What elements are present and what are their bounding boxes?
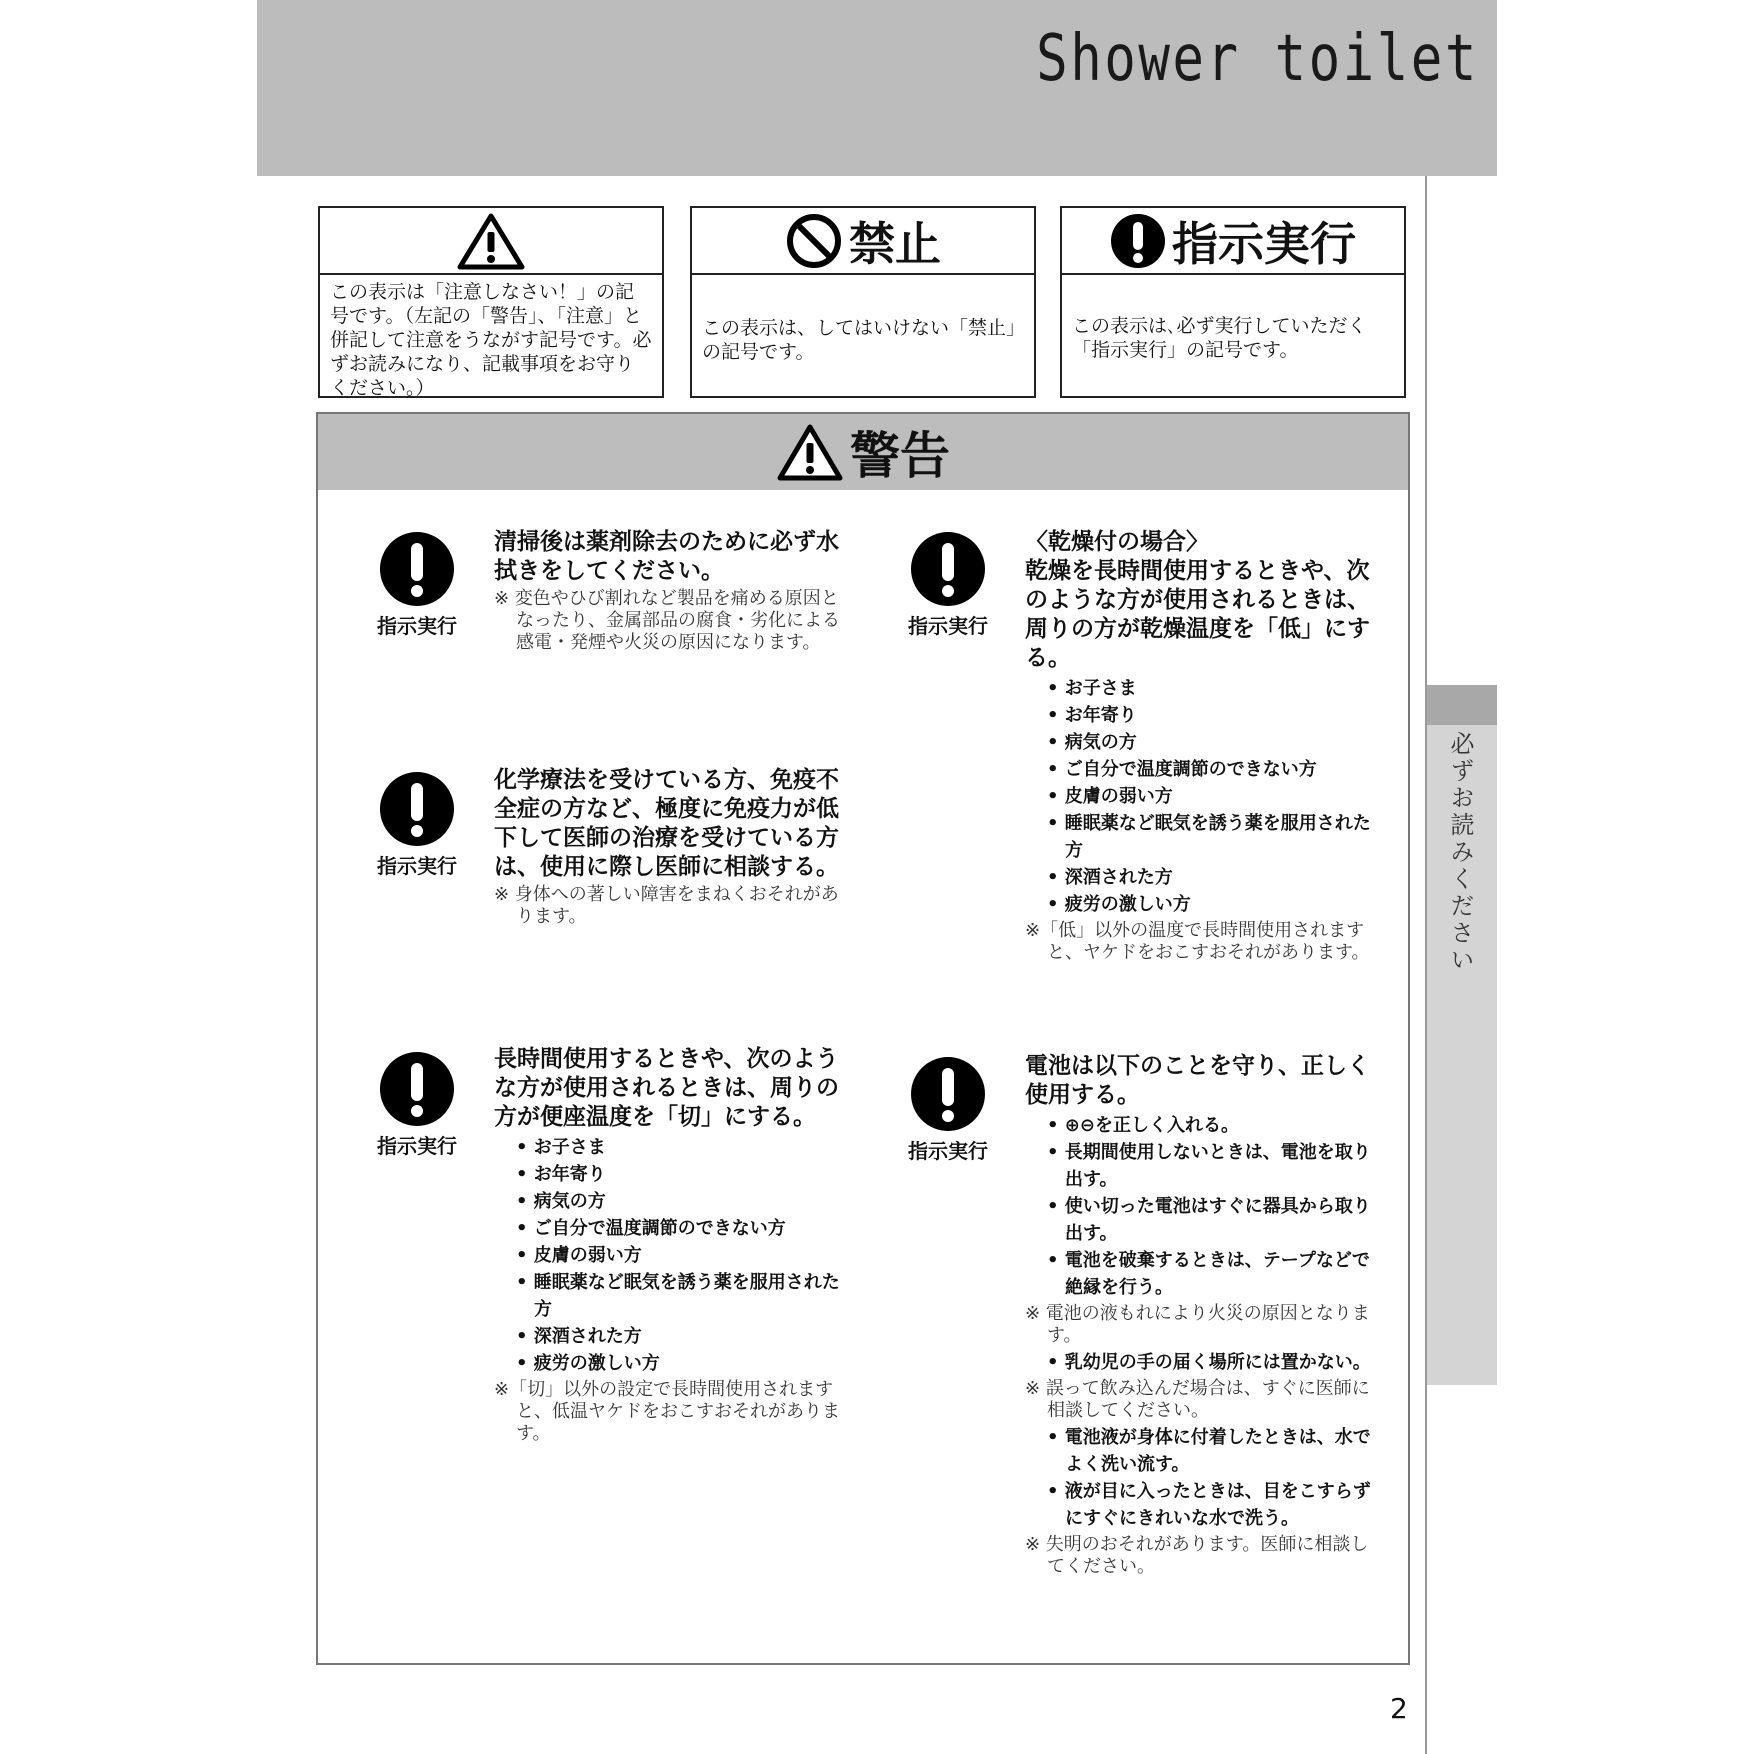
list-item: • 皮膚の弱い方: [516, 1242, 854, 1269]
list-item: • 疲労の激しい方: [1047, 891, 1385, 918]
entry-note: ※「切」以外の設定で長時間使用されますと、低温ヤケドをおこすおそれがあります。: [494, 1379, 840, 1444]
entry-note: ※「低」以外の温度で長時間使用されますと、ヤケドをおこすおそれがあります。: [1025, 920, 1370, 963]
page-number: 2: [1390, 1692, 1408, 1725]
mandatory-badge: 指示実行: [367, 532, 467, 639]
mandatory-icon: [380, 1052, 454, 1126]
list-item: • お子さま: [516, 1134, 854, 1161]
list-item: • 病気の方: [1047, 729, 1385, 756]
list-item: • 深酒された方: [1047, 864, 1385, 891]
list-item: • 電池液が身体に付着したときは、水でよく洗い流す。: [1047, 1424, 1385, 1478]
side-tab-label: 必ずお読みください: [1446, 731, 1474, 974]
warning-entry: [1025, 528, 1385, 964]
header-band: [257, 0, 1497, 176]
list-item: • お子さま: [1047, 675, 1385, 702]
warning-triangle-icon: [776, 423, 844, 481]
list-item: • 睡眠薬など眠気を誘う薬を服用された方: [516, 1269, 854, 1323]
prohibition-icon: [785, 212, 843, 270]
list-item: • お年寄り: [516, 1161, 854, 1188]
list-item: • 病気の方: [516, 1188, 854, 1215]
entry-note: ※ 失明のおそれがあります。医師に相談してください。: [1025, 1534, 1369, 1577]
legend-mandatory-head: [1062, 208, 1404, 275]
list-item: • 睡眠薬など眠気を誘う薬を服用された方: [1047, 810, 1385, 864]
mandatory-icon: [380, 772, 454, 846]
entry-title: 長時間使用するときや、次のような方が使用されるときは、周りの方が便座温度を「切」にする。: [494, 1046, 839, 1130]
list-item: • お年寄り: [1047, 702, 1385, 729]
warning-triangle-icon: [456, 212, 526, 270]
list-item: • ⊕⊖を正しく入れる。: [1047, 1112, 1385, 1139]
legend-caution: [318, 206, 664, 398]
legend-prohibited-text: この表示は、してはいけない「禁止」の記号です。: [702, 317, 1016, 363]
mandatory-icon: [911, 532, 985, 606]
entry-title: 化学療法を受けている方、免疫不全症の方など、極度に免疫力が低下して医師の治療を受けている方は、使用に際し医師に相談する。: [494, 767, 839, 880]
mandatory-icon: [911, 1057, 985, 1131]
list-item: • 疲労の激しい方: [516, 1350, 854, 1377]
legend-prohibited-title: 禁止: [849, 216, 941, 271]
warning-entry: [494, 766, 854, 928]
entry-note: ※ 身体への著しい障害をまねくおそれがあります。: [494, 884, 839, 927]
legend-mandatory-text: この表示は､必ず実行していただく「指示実行」の記号です。: [1072, 315, 1367, 361]
mandatory-badge: 指示実行: [367, 772, 467, 879]
mandatory-badge: 指示実行: [898, 532, 998, 639]
entry-bullet-list: [1047, 1112, 1385, 1301]
list-item: • 乳幼児の手の届く場所には置かない。: [1047, 1349, 1385, 1376]
mandatory-badge: 指示実行: [367, 1052, 467, 1159]
side-tab: [1427, 685, 1497, 1385]
legend-mandatory-title: 指示実行: [1172, 216, 1356, 271]
warning-title: 警告: [850, 427, 950, 485]
list-item: • 皮膚の弱い方: [1047, 783, 1385, 810]
list-item: • ご自分で温度調節のできない方: [516, 1215, 854, 1242]
entry-title: 電池は以下のことを守り、正しく使用する。: [1025, 1053, 1370, 1108]
mandatory-badge: 指示実行: [898, 1057, 998, 1164]
brand-logo: Shower toilet: [1036, 22, 1479, 96]
list-item: • ご自分で温度調節のできない方: [1047, 756, 1385, 783]
legend-prohibited: [690, 206, 1036, 398]
list-item: • 使い切った電池はすぐに器具から取り出す。: [1047, 1193, 1385, 1247]
entry-bullet-list: [1047, 1424, 1385, 1532]
warning-entry: [494, 528, 854, 654]
legend-prohibited-head: [692, 208, 1034, 275]
list-item: • 深酒された方: [516, 1323, 854, 1350]
side-tab-marker: [1427, 685, 1497, 725]
warning-entry: [1025, 1052, 1385, 1578]
entry-bullet-list: [516, 1134, 854, 1377]
legend-mandatory: [1060, 206, 1406, 398]
warning-header: [318, 414, 1408, 490]
entry-bullet-list: [1047, 675, 1385, 918]
entry-title: 清掃後は薬剤除去のために必ず水拭きをしてください。: [494, 529, 839, 584]
list-item: • 液が目に入ったときは、目をこすらずにすぐにきれいな水で洗う。: [1047, 1478, 1385, 1532]
mandatory-action-icon: [1110, 213, 1166, 269]
legend-caution-text: この表示は「注意しなさい！」の記号です。（左記の「警告」、「注意」と併記して注意をうながす記号です。必ずお読みになり、記載事項をお守りください。）: [330, 281, 652, 399]
entry-heading: 〈乾燥付の場合〉: [1025, 529, 1209, 555]
entry-note: ※ 変色やひび割れなど製品を痛める原因となったり、金属部品の腐食・劣化による感電・発煙や火災の原因になります。: [494, 588, 840, 653]
mandatory-icon: [380, 532, 454, 606]
entry-note: ※ 電池の液もれにより火災の原因となります。: [1025, 1303, 1370, 1346]
entry-note: ※ 誤って飲み込んだ場合は、すぐに医師に相談してください。: [1025, 1378, 1370, 1421]
entry-title: 乾燥を長時間使用するときや、次のような方が使用されるときは、周りの方が乾燥温度を「低」にする。: [1025, 558, 1370, 671]
legend-caution-head: [320, 208, 662, 275]
entry-bullet-list: [1047, 1349, 1385, 1376]
list-item: • 長期間使用しないときは、電池を取り出す。: [1047, 1139, 1385, 1193]
warning-entry: [494, 1045, 854, 1445]
list-item: • 電池を破棄するときは、テープなどで絶縁を行う。: [1047, 1247, 1385, 1301]
